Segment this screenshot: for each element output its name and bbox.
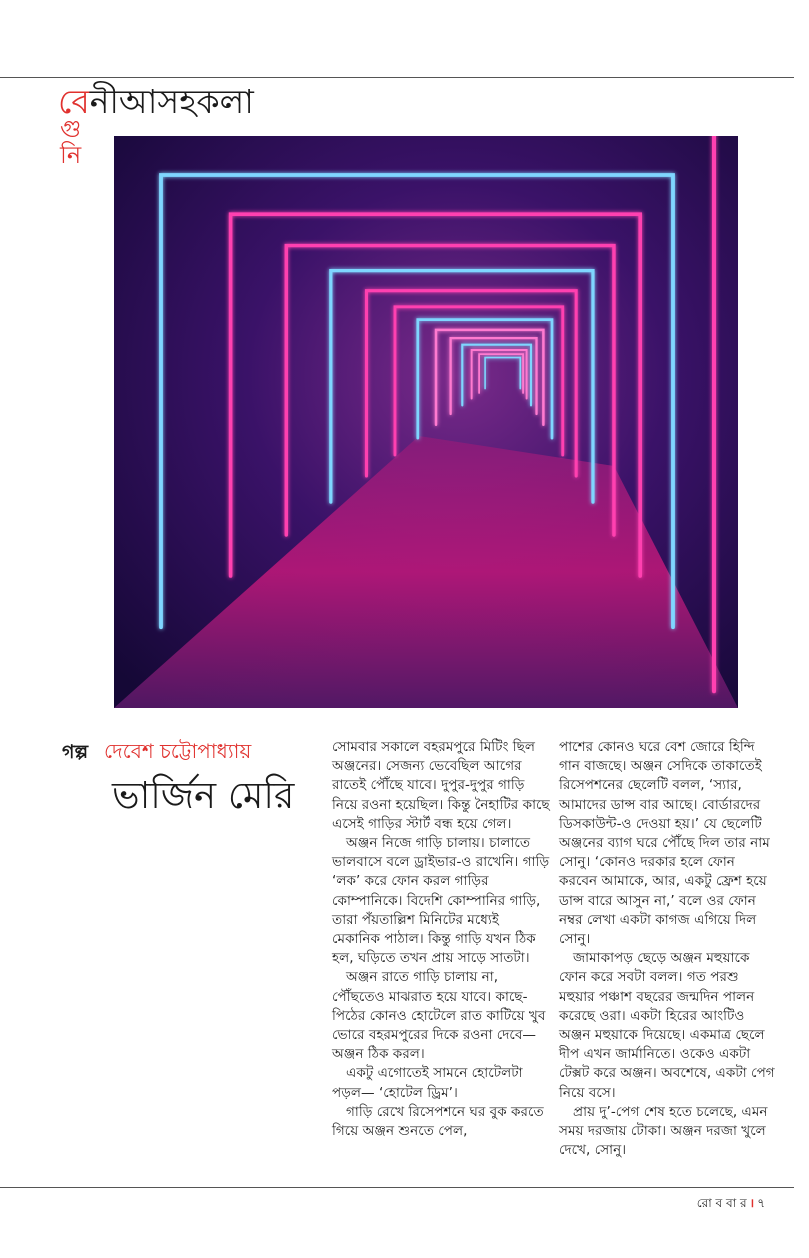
byline (62, 738, 251, 765)
hero-image (114, 136, 738, 708)
paragraph: অঞ্জন রাতে গাড়ি চালায় না, পৌঁছতেও মাঝরাত হয়ে যাবে। কাছে-পিঠের কোনও হোটেলে রাত কাটিয়ে খুব ভোরে বহরমপুরের দিকে রওনা দেবে— অঞ্জন ঠিক করল। (332, 969, 546, 1063)
section-red-initial: বে (58, 82, 90, 121)
paragraph: সোমবার সকালে বহরমপুরে মিটিং ছিল অঞ্জনের। সেজন্য ভেবেছিল আগের রাতেই পৌঁছে যাবে। দুপুর-দুপুর গাড়ি নিয়ে রওনা হয়েছিল। কিন্তু নৈহাটির কাছে এসেই গাড়ির স্টার্ট বন্ধ হয়ে গেল। (332, 739, 550, 832)
paragraph: পাশের কোনও ঘরে বেশ জোরে হিন্দি গান বাজছে। অঞ্জন সেদিকে তাকাতেই রিসেপশনের ছেলেটি বলল, ‘স্যার, আমাদের ডান্স বার আছে। বোর্ডারদের ডিসকাউন্ট-ও দেওয়া হয়।’ যে ছেলেটি অঞ্জনের ব্যাগ ঘরে পৌঁছে দিল তার নাম সোনু। ‘কোনও দরকার হলে ফোন করবেন আমাকে, আর, একটু ফ্রেশ হয়ে ডান্স বারে আসুন না,’ বলে ওর ফোন নম্বর লেখা একটা কাগজ এগিয়ে দিল সোনু। (559, 739, 770, 948)
magazine-name: রো ব বা র (696, 1196, 747, 1210)
bottom-rule (0, 1187, 794, 1188)
neon-tunnel-illustration (114, 136, 738, 708)
folio-separator: । (749, 1196, 755, 1210)
paragraph: গাড়ি রেখে রিসেপশনে ঘর বুক করতে গিয়ে অঞ্জন শুনতে পেল, (332, 1103, 544, 1140)
page-number: ৭ (757, 1196, 765, 1210)
article-title: ভার্জিন মেরি (112, 774, 295, 817)
section-heading-row (58, 82, 254, 122)
top-rule (0, 77, 794, 78)
paragraph: প্রায় দু’-পেগ শেষ হতে চলেছে, এমন সময় দরজায় টোকা। অঞ্জন দরজা খুলে দেখে, সোনু। (559, 1103, 768, 1159)
author-name: দেবেশ চট্টোপাধ্যায় (104, 739, 252, 763)
paragraph: জামাকাপড় ছেড়ে অঞ্জন মহুয়াকে ফোন করে সবটা বলল। গত পরশু মহুয়ার পঞ্চাশ বছরের জন্মদিন পালন করেছে ওরা। একটা হিরের আংটিও অঞ্জন মহুয়াকে দিয়েছে। একমাত্র ছেলে দীপ এখন জার্মানিতে। ওকেও একটা টেক্সট করে অঞ্জন। অবশেষে, একটা পেগ নিয়ে বসে। (559, 950, 775, 1101)
paragraph: অঞ্জন নিজে গাড়ি চালায়। চালাতে ভালবাসে বলে ড্রাইভার-ও রাখেনি। গাড়ি ‘লক’ করে ফোন করল গাড়ির কোম্পানিকে। বিদেশি কোম্পানির গাড়ি, তারা পঁয়তাল্লিশ মিনিটের মধ্যেই মেকানিক পাঠাল। কিন্তু গাড়ি যখন ঠিক হল, ঘড়িতে তখন প্রায় সাড়ে সাতটা। (332, 835, 550, 967)
section-stack-letter: নি (60, 141, 82, 169)
paragraph: একটু এগোতেই সামনে হোটেলটা পড়ল— ‘হোটেল ড্রিম’। (332, 1065, 523, 1101)
section-name: নীআসহকলা (89, 82, 254, 121)
section-stack-letter: গু (60, 115, 82, 143)
article-column-1 (332, 738, 550, 1141)
genre-label: গল্প (62, 741, 89, 763)
page-folio (697, 1194, 765, 1215)
section-stacked-letters (60, 116, 81, 168)
article-column-2 (559, 738, 777, 1160)
